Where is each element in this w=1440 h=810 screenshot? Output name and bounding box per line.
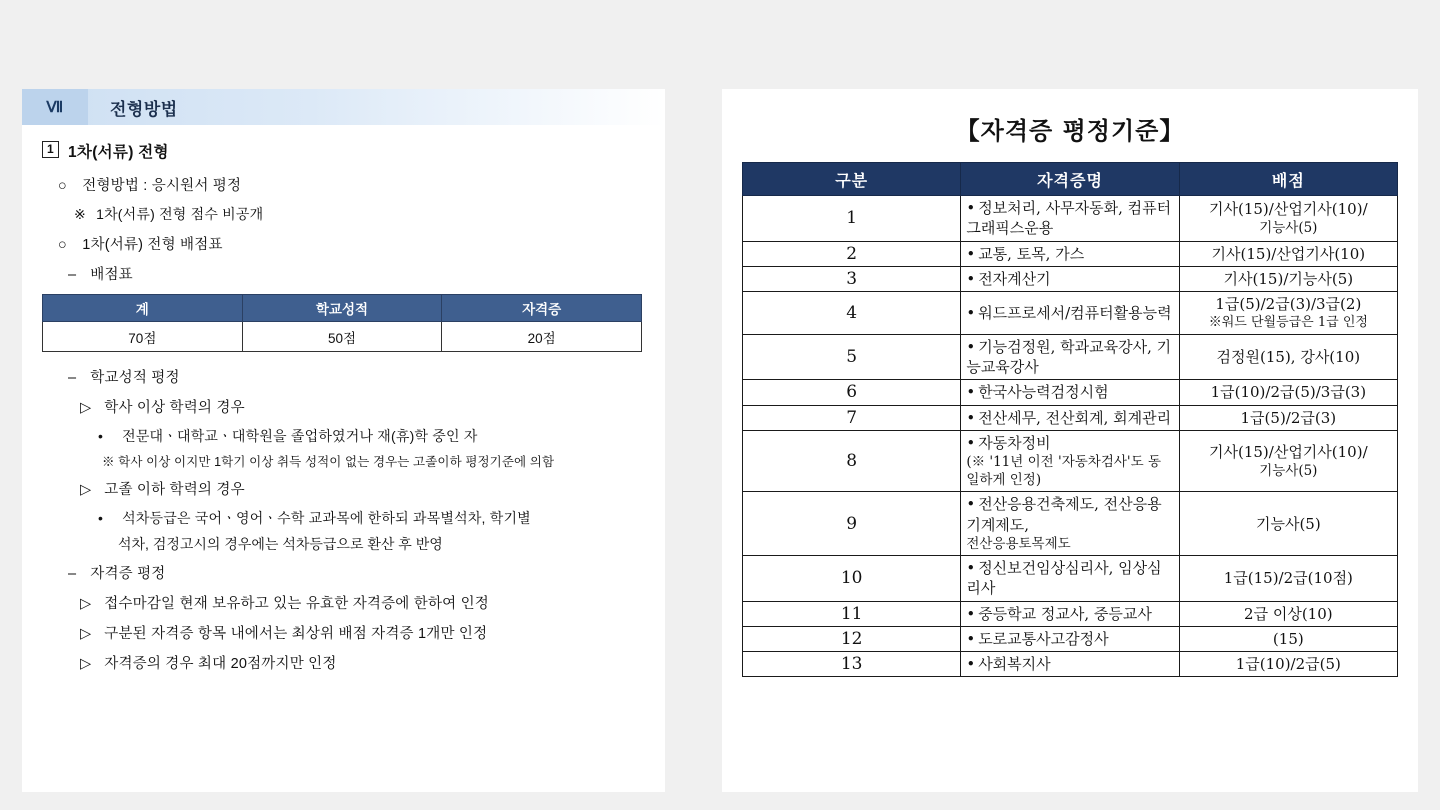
qual-name	[961, 241, 1179, 266]
qual-name-text: 중등학교 정교사, 중등교사	[978, 604, 1152, 623]
tri-cert-top-only-text: 구분된 자격증 항목 내에서는 최상위 배점 자격증 1개만 인정	[104, 626, 488, 643]
note-bachelor-exception-text: ※ 학사 이상 이지만 1학기 이상 취득 성적이 없는 경우는 고졸이하 평정기준에 의함	[102, 455, 555, 470]
qual-th-no: 구분	[743, 163, 961, 196]
qual-name-text: 교통, 토목, 가스	[978, 244, 1085, 263]
bullet-icon: •	[966, 629, 976, 648]
qual-points-main: 기사(15)/산업기사(10)/	[1209, 200, 1368, 219]
qual-no: 2	[743, 241, 961, 266]
bullet-icon: •	[966, 408, 976, 427]
qual-points	[1179, 334, 1397, 380]
qual-name-text: 한국사능력검정시험	[978, 383, 1109, 402]
dash-marker-icon-2: –	[68, 370, 77, 387]
table-row	[743, 196, 1398, 242]
qual-name	[961, 430, 1179, 492]
qual-th-name: 자격증명	[961, 163, 1179, 196]
qual-name-text: 워드프로세서/컴퓨터활용능력	[978, 303, 1172, 322]
qual-points-sub: 기능사(5)	[1259, 463, 1318, 480]
qual-points	[1179, 430, 1397, 492]
score-table-row	[43, 322, 642, 352]
bullet-marker-icon-2: •	[98, 510, 104, 527]
qual-points-main: 기능사(5)	[1255, 514, 1321, 533]
qual-points-main: 2급 이상(10)	[1244, 604, 1333, 623]
tri-cert-max-text: 자격증의 경우 최대 20점까지만 인정	[104, 656, 337, 673]
qual-no: 12	[743, 626, 961, 651]
tri-highschool-case	[80, 478, 647, 499]
circle-marker-icon: ○	[58, 178, 67, 195]
qual-points-main: 1급(10)/2급(5)/3급(3)	[1210, 383, 1367, 402]
bullet-icon: •	[966, 495, 976, 514]
triangle-marker-icon: ▷	[80, 400, 92, 417]
score-th-total: 계	[43, 295, 243, 322]
qual-no: 10	[743, 556, 961, 602]
score-th-cert: 자격증	[442, 295, 642, 322]
qual-name	[961, 652, 1179, 677]
qual-points	[1179, 601, 1397, 626]
bullet-icon: •	[966, 199, 976, 217]
item-title: 1차(서류) 전형	[68, 144, 169, 161]
qual-no: 7	[743, 405, 961, 430]
bullet-marker-icon: •	[98, 428, 104, 445]
dash-school-eval-text: 학교성적 평정	[90, 370, 180, 387]
circle-marker-icon-2: ○	[58, 237, 67, 254]
qual-name	[961, 334, 1179, 380]
qualification-criteria-table	[742, 162, 1398, 677]
qual-points-main: 기사(15)/산업기사(10)/	[1209, 442, 1368, 461]
bullet-icon: •	[966, 655, 976, 674]
qual-points	[1179, 405, 1397, 430]
qual-points-main: 1급(5)/2급(3)/3급(2)	[1215, 295, 1362, 313]
table-row	[743, 266, 1398, 291]
qual-points-main: 검정원(15), 강사(10)	[1216, 347, 1361, 366]
qual-name-text: 자동차정비	[978, 433, 1051, 452]
qual-points	[1179, 492, 1397, 556]
note-score-private	[74, 204, 647, 224]
bullet-method	[58, 174, 647, 195]
table-row	[743, 601, 1398, 626]
triangle-marker-icon-3: ▷	[80, 596, 92, 613]
table-row	[743, 556, 1398, 602]
score-td-school: 50점	[242, 322, 442, 352]
qual-points	[1179, 292, 1397, 335]
table-row	[743, 380, 1398, 405]
qual-name-text: 정신보건임상심리사, 임상심리사	[966, 559, 1162, 598]
dash-cert-eval	[68, 562, 647, 583]
bullet-icon: •	[966, 269, 976, 288]
bullet-icon: •	[966, 604, 976, 623]
qual-points	[1179, 380, 1397, 405]
qual-points	[1179, 266, 1397, 291]
reference-marker-icon: ※	[74, 206, 86, 223]
tri-cert-valid-text: 접수마감일 현재 보유하고 있는 유효한 자격증에 한하여 인정	[104, 596, 490, 613]
tri-bachelor-text: 학사 이상 학력의 경우	[104, 400, 245, 417]
note-bachelor-exception	[102, 452, 647, 470]
qual-points-main: 기사(15)/산업기사(10)	[1211, 244, 1366, 263]
qual-no: 4	[743, 292, 961, 335]
qual-points	[1179, 626, 1397, 651]
bullet-rank-grade-text: 석차등급은 국어ㆍ영어ㆍ수학 교과목에 한하되 과목별석차, 학기별	[122, 510, 531, 527]
qual-points	[1179, 652, 1397, 677]
qual-name-text: 기능검정원, 학과교육강사, 기능교육강사	[966, 337, 1172, 377]
dash-score-table-label	[68, 263, 647, 284]
table-row	[743, 292, 1398, 335]
qual-name-text: 사회복지사	[978, 655, 1051, 674]
bullet-icon: •	[966, 303, 976, 322]
qual-name	[961, 626, 1179, 651]
qual-points-note: ※워드 단월등급은 1급 인정	[1208, 315, 1368, 331]
qual-name	[961, 405, 1179, 430]
qual-points-main: (15)	[1272, 629, 1304, 648]
qual-name	[961, 266, 1179, 291]
tri-cert-top-only	[80, 622, 647, 643]
qual-name	[961, 601, 1179, 626]
bullet-college-grad	[98, 426, 647, 446]
qual-points	[1179, 241, 1397, 266]
triangle-marker-icon-5: ▷	[80, 656, 92, 673]
table-row	[743, 334, 1398, 380]
bullet-rank-grade-cont	[118, 534, 647, 554]
note-score-private-text: 1차(서류) 전형 점수 비공개	[96, 206, 264, 223]
qual-no: 8	[743, 430, 961, 492]
qual-no: 13	[743, 652, 961, 677]
qual-name	[961, 380, 1179, 405]
qual-points-sub: 기능사(5)	[1259, 220, 1318, 237]
bullet-icon: •	[966, 337, 976, 356]
dash-score-table-text: 배점표	[90, 267, 133, 284]
qual-no: 9	[743, 492, 961, 556]
qual-no: 5	[743, 334, 961, 380]
score-td-cert: 20점	[442, 322, 642, 352]
qual-table-header-row	[743, 163, 1398, 196]
qual-points-main: 1급(5)/2급(3)	[1240, 408, 1337, 427]
qual-no: 1	[743, 196, 961, 242]
qual-name	[961, 292, 1179, 335]
qual-points-main: 1급(15)/2급(10점)	[1223, 569, 1353, 588]
bullet-college-grad-text: 전문대ㆍ대학교ㆍ대학원을 졸업하였거나 재(휴)학 중인 자	[122, 428, 478, 445]
bullet-icon: •	[966, 433, 976, 452]
tri-cert-max	[80, 652, 647, 673]
tri-highschool-text: 고졸 이하 학력의 경우	[104, 482, 245, 499]
left-content-panel	[22, 89, 665, 792]
bullet-score-table-heading	[58, 233, 647, 254]
table-row	[743, 652, 1398, 677]
qual-name-text: 정보처리, 사무자동화, 컴퓨터 그래픽스운용	[966, 199, 1172, 238]
item-number: 1	[42, 141, 59, 158]
section-header	[22, 89, 665, 125]
qual-name-text: 전산응용건축제도, 전산응용기계제도,	[966, 495, 1162, 534]
tri-bachelor-case	[80, 396, 647, 417]
triangle-marker-icon-2: ▷	[80, 482, 92, 499]
qual-name	[961, 556, 1179, 602]
table-row	[743, 405, 1398, 430]
qualification-table-title: 【자격증 평정기준】	[955, 116, 1185, 145]
bullet-icon: •	[966, 559, 976, 578]
bullet-rank-grade	[98, 508, 647, 528]
qual-th-points: 배점	[1179, 163, 1397, 196]
right-content-panel	[722, 89, 1418, 792]
tri-cert-valid	[80, 592, 647, 613]
qual-name	[961, 196, 1179, 242]
qual-name-note: (※ '11년 이전 '자동차검사'도 동일하게 인정)	[966, 454, 1161, 489]
qual-points-main: 기사(15)/기능사(5)	[1223, 269, 1354, 288]
score-th-school: 학교성적	[242, 295, 442, 322]
dash-marker-icon-3: –	[68, 566, 77, 583]
qual-no: 11	[743, 601, 961, 626]
qual-points	[1179, 556, 1397, 602]
bullet-rank-grade-cont-text: 석차, 검정고시의 경우에는 석차등급으로 환산 후 반영	[118, 536, 443, 553]
qual-points-main: 1급(10)/2급(5)	[1235, 655, 1341, 674]
table-row	[743, 430, 1398, 492]
dash-school-eval	[68, 366, 647, 387]
qual-no: 3	[743, 266, 961, 291]
bullet-score-table-text: 1차(서류) 전형 배점표	[82, 237, 223, 254]
dash-marker-icon: –	[68, 267, 77, 284]
table-row	[743, 626, 1398, 651]
triangle-marker-icon-4: ▷	[80, 626, 92, 643]
table-row	[743, 241, 1398, 266]
bullet-icon: •	[966, 383, 976, 402]
dash-cert-eval-text: 자격증 평정	[90, 566, 166, 583]
qual-name	[961, 492, 1179, 556]
qual-points	[1179, 196, 1397, 242]
qual-name-text: 도로교통사고감정사	[978, 629, 1109, 648]
section-title: 전형방법	[110, 99, 178, 119]
qual-name-text: 전산세무, 전산회계, 회계관리	[978, 408, 1172, 427]
item-heading	[42, 141, 647, 164]
section-number: Ⅶ	[22, 89, 88, 125]
score-allocation-table	[42, 294, 642, 352]
score-table-header-row	[43, 295, 642, 322]
bullet-icon: •	[966, 244, 976, 263]
qual-name-note: 전산응용토목제도	[966, 535, 1071, 552]
score-td-total: 70점	[43, 322, 243, 352]
qual-no: 6	[743, 380, 961, 405]
qual-name-text: 전자계산기	[978, 269, 1051, 288]
bullet-method-text: 전형방법 : 응시원서 평정	[82, 178, 242, 195]
table-row	[743, 492, 1398, 556]
left-body	[22, 125, 665, 673]
